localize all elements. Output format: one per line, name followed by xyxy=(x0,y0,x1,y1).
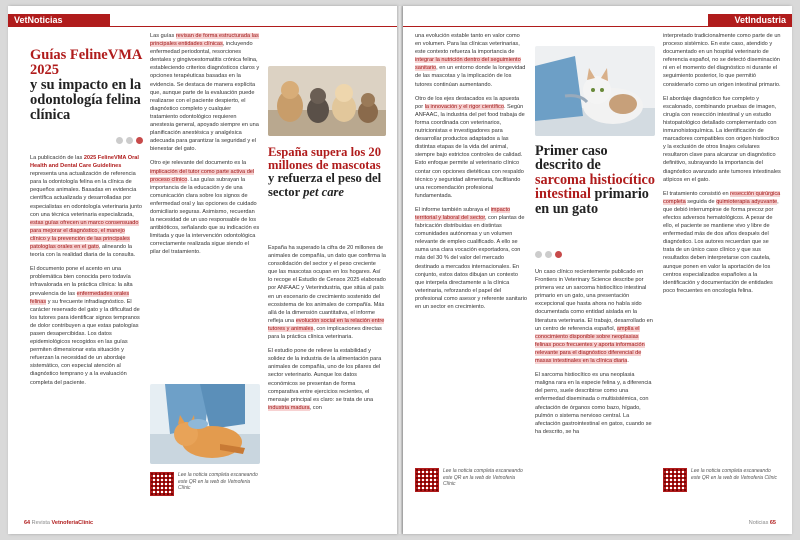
text: seguida de xyxy=(685,198,717,205)
article2-col4 xyxy=(415,32,527,317)
right-title-a: Primer caso descrito de xyxy=(535,143,608,174)
right-article-col2 xyxy=(663,32,781,301)
qr-note: Lee la noticia completa escaneando este QR en la web de Vetnoferia Clínic xyxy=(691,468,777,481)
left-footer xyxy=(24,520,93,526)
right-title-red: sarcoma histiocítico intestinal xyxy=(535,171,655,203)
text: El tratamiento consistió en xyxy=(663,190,731,197)
text: , en un entorno donde la longevidad de las mascotas y la implicación de los tutores continúan aumentando. xyxy=(415,65,526,88)
article2-title-black: y refuerza el peso del sector xyxy=(268,171,382,199)
text: España ha superado la cifra de 20 millones de animales de compañía, un dato que confirma la consolidación del sector y el peso creciente que las mascotas ocupan en los hogares. Así lo recoge el Estudio de Censos 2025 elaborado por ANFAAC y Veterindustria, que sitúa al país en un escenario de crecimiento sostenido del ecosistema de los animales de compañía. Más allá de la dimensión cuantitativa, el informe refleja una xyxy=(268,245,386,324)
highlight: integrar la nutrición dentro del seguimiento sanitario xyxy=(415,57,521,72)
text: Otro eje relevante del documento es la xyxy=(150,160,247,167)
article1-col1 xyxy=(30,154,142,393)
dot-icon xyxy=(555,251,562,258)
highlight: industria madura xyxy=(268,404,310,411)
paragraph xyxy=(663,32,781,89)
paragraph xyxy=(268,347,386,412)
paragraph xyxy=(535,371,655,436)
right-page xyxy=(403,6,792,534)
qr-code[interactable] xyxy=(415,468,439,492)
article2-title-italic: pet care xyxy=(303,184,345,199)
dot-icon xyxy=(136,137,143,144)
footer-brand: VetnoferiaClínic xyxy=(51,520,94,526)
article1-col2 xyxy=(150,32,260,263)
qr-note: Lee la noticia completa escaneando este QR en la web de Vetnoferia Clínic xyxy=(178,472,258,491)
right-article-dots xyxy=(535,251,562,258)
section-tab-vetnoticias: VetNoticias xyxy=(8,14,110,27)
highlight: amplía el conocimiento disponible sobre neoplasias felinas poco frecuentes y aporta información relevante para el diagnóstico diferencial de masas intestinales en la clínica diaria xyxy=(535,325,645,365)
vet-cat-illustration xyxy=(150,384,260,464)
text: Otro de los ejes destacados es la apuesta por xyxy=(415,95,520,110)
cat-vet-photo xyxy=(535,46,655,136)
cat-exam-illustration xyxy=(535,46,655,136)
text: , con plantas de fabricación distribuidas en distintas comunidades autónomas y un volumen relevante de empleo cualificado. A ello se suma una clara vocación exportadora, con más del 30 % del valor del mercado destinado a mercados internacionales. En conjunto, estos datos dibujan un contexto que interpela directamente a la clínica veterinaria, reforzando el papel del profesional como asesor y referente sanitario en un sector en crecimiento. xyxy=(415,214,527,310)
article1-title-black: y su impacto en la odontología felina clínica xyxy=(30,77,142,123)
text: El informe también subraya el xyxy=(415,206,491,213)
left-page xyxy=(8,6,397,534)
text: . Según ANFAAC, la industria del pet food trabaja de forma coordinada con veterinarios, nutricionistas e investigadores para desarrollar productos adaptados a las distintas etapas de la vida del animal, siempre bajo estrictos controles de calidad. Esto enfoque permite al veterinario clínico contar con opciones dietéticas con respaldo técnico y seguridad alimentaria, facilitando una recomendación profesional fundamentada. xyxy=(415,103,525,199)
page-number: 65 xyxy=(769,520,776,526)
paragraph xyxy=(415,206,527,311)
article1-title-red: Guías FelineVMA 2025 xyxy=(30,47,142,78)
section-rule xyxy=(403,26,792,27)
highlight: estas guías ofrecen un marco consensuado para mejorar el diagnóstico, el manejo clínico y la prevención de las principales patologías orales en el gato xyxy=(30,219,139,251)
article2-col3 xyxy=(268,244,386,418)
highlight: enfermedades orales felinas xyxy=(30,290,130,305)
highlight: evolución social en la relación entre tutores y animales xyxy=(268,317,385,332)
highlight: la innovación y el rigor científico xyxy=(424,103,504,110)
paragraph xyxy=(415,95,527,200)
text: , que debió interrumpirse de forma precoz por efectos adversos hematológicos. A pesar de ello, el paciente se mantiene vivo y libre de enfermedad más de dos años después del diagnóstico. Los autores recuerdan que se trata de un único caso clínico y que sus resultados deben interpretarse con cautela, aunque ponen en valor la aportación de los centros especializados españoles a la identificación y documentación de entidades poco frecuentes en oncología felina. xyxy=(663,198,779,294)
highlight: impacto territorial y laboral del sector xyxy=(415,206,511,221)
paragraph xyxy=(268,244,386,341)
footer-text: Noticias xyxy=(748,520,769,526)
dot-icon xyxy=(116,137,123,144)
article1-headline xyxy=(30,48,142,123)
right-article-headline xyxy=(535,144,655,216)
dot-icon xyxy=(535,251,542,258)
text: y su frecuente infradiagnóstico. El carácter reservado del gato y la dificultad de los tutores para identificar signos tempranos de dolor contribuyen a que estas patologías pasen desapercibidas. Los datos epidemiológicos recogidos en las guías permiten dimensionar esta situación y refuerzan la necesidad de un abordaje sistemático, con especial atención al diagnóstico temprano y a la evaluación completa del paciente. xyxy=(30,298,140,386)
highlight: quimioterapia adyuvante xyxy=(716,198,778,205)
text: Las guías xyxy=(150,33,176,39)
text: El abordaje diagnóstico fue completo y escalonado, combinando pruebas de imagen, cirugía con resección intestinal y un estudio histopatológico detallado complementado con inmunohistoquímica. La identificación de marcadores compatibles con origen histiocítico y la exclusión de otros linajes celulares resultaron clave para alcanzar un diagnóstico definitivo, subrayando la importancia del diagnóstico avanzado ante tumores intestinales atípicos en el gato. xyxy=(663,95,781,183)
section-rule xyxy=(8,26,397,27)
article2-headline xyxy=(268,146,392,199)
text: El documento pone el acento en una problemática bien conocida pero todavía infravalorada en la práctica clínica: la alta prevalencia de las xyxy=(30,266,133,297)
paragraph xyxy=(150,32,260,153)
guidelines-name: 2025 FelineVMA Oral Health and Dental Care Guidelines xyxy=(30,155,139,170)
text: representa una actualización de referencia para la odontología felina en la clínica de pequeños animales. Basadas en evidencia científica actualizada y desarrolladas por especialistas en odontología veterinaria junto con una técnica veterinaria especializada, xyxy=(30,171,142,218)
dogs-cats-photo xyxy=(268,66,386,136)
page-number: 64 xyxy=(24,520,31,526)
dot-icon xyxy=(126,137,133,144)
dot-icon xyxy=(545,251,552,258)
paragraph xyxy=(30,265,142,386)
text: . xyxy=(627,358,629,365)
text: , incluyendo enfermedad periodontal, resorciones dentales y gingivoestomatitis crónica felina, estableciendo criterios diagnósticos claros y opciones terapéuticas basadas en la evidencia. Se destaca de manera explícita que, aunque parte de la evaluación puede realizarse con el paciente despierto, el diagnóstico completo y cualquier tratamiento odontológico requieren anestesia general, apoyado siempre en una planificación anestésica y analgésica adecuada para garantizar la seguridad y el bienestar del gato. xyxy=(150,41,260,153)
article1-dots xyxy=(116,137,143,144)
text: , con xyxy=(309,404,322,411)
text: , alineando la teoría con la realidad diaria de la consulta. xyxy=(30,244,136,259)
text: El estudio pone de relieve la estabilidad y solidez de la industria de la alimentación para animales de compañía, uno de los pilares del sector veterinario. Aunque los datos económicos se presentan de forma comparativa entre ejercicios recientes, el mensaje principal es claro: se trata de una xyxy=(268,348,382,403)
text: interpretado tradicionalmente como parte de un proceso sistémico. En este caso, atendido y documentado en un hospital veterinario de referencia español, no se detectó diseminación ni en el momento del diagnóstico ni durante el seguimiento posterior, lo que permitió considerarlo como un origen intestinal primario. xyxy=(663,33,781,88)
paragraph xyxy=(415,32,527,89)
text: . Las guías subrayan la importancia de la educación y de una comunicación clara sobre los signos de enfermedad oral y las opciones de cuidado domiciliario seguras. Asimismo, recuerdan la necesidad de un uso responsable de los antibióticos, señalando que su indicación es limitada y que la intervención odontológica correctamente realizada sigue siendo el pilar del tratamiento. xyxy=(150,176,260,256)
qr-code[interactable] xyxy=(150,472,174,496)
highlight: implicación del tutor como parte activa del proceso clínico xyxy=(150,168,255,183)
text: una evolución estable tanto en valor como en volumen. Para las clínicas veterinarias, este contexto refuerza la importancia de xyxy=(415,33,520,56)
qr-note: Lee la noticia completa escaneando este QR en la web de Vetnoferia Clínic xyxy=(443,468,523,487)
highlight: revisan de forma estructurada las principales entidades clínicas xyxy=(150,33,259,48)
right-title-b: primario en un gato xyxy=(535,186,649,217)
paragraph xyxy=(663,190,781,295)
text: , con implicaciones directas para la práctica clínica veterinaria. xyxy=(268,325,382,341)
paragraph xyxy=(535,268,655,365)
footer-text: Revista xyxy=(31,520,52,526)
article2-title-red: España supera los 20 millones de mascotas xyxy=(268,145,382,173)
pets-illustration xyxy=(268,66,386,136)
paragraph xyxy=(150,159,260,256)
highlight: resección quirúrgica completa xyxy=(663,190,781,205)
vet-cat-photo xyxy=(150,384,260,464)
text: El sarcoma histiocítico es una neoplasia maligna rara en la especie felina y, a diferencia del perro, suele describirse como una enfermedad diseminada o multisistémica, con afectación de órganos como bazo, hígado, pulmón o sistema nervioso central. La afectación gastrointestinal en gatos, cuando se ha descrito, se ha xyxy=(535,372,652,435)
text: Un caso clínico recientemente publicado en Frontiers in Veterinary Science describe por primera vez un sarcoma histiocítico intestinal primario en un gato, una presentación excepcional que hasta ahora no había sido documentada como entidad aislada en la literatura veterinaria. El trabajo, desarrollado en un centro de referencia español, xyxy=(535,269,653,332)
section-tab-vetindustria: VetIndustria xyxy=(708,14,792,27)
qr-code[interactable] xyxy=(663,468,687,492)
text: La publicación de las xyxy=(30,155,84,161)
right-footer xyxy=(749,520,776,526)
paragraph xyxy=(30,154,142,259)
right-article-col1 xyxy=(535,268,655,442)
paragraph xyxy=(663,95,781,184)
